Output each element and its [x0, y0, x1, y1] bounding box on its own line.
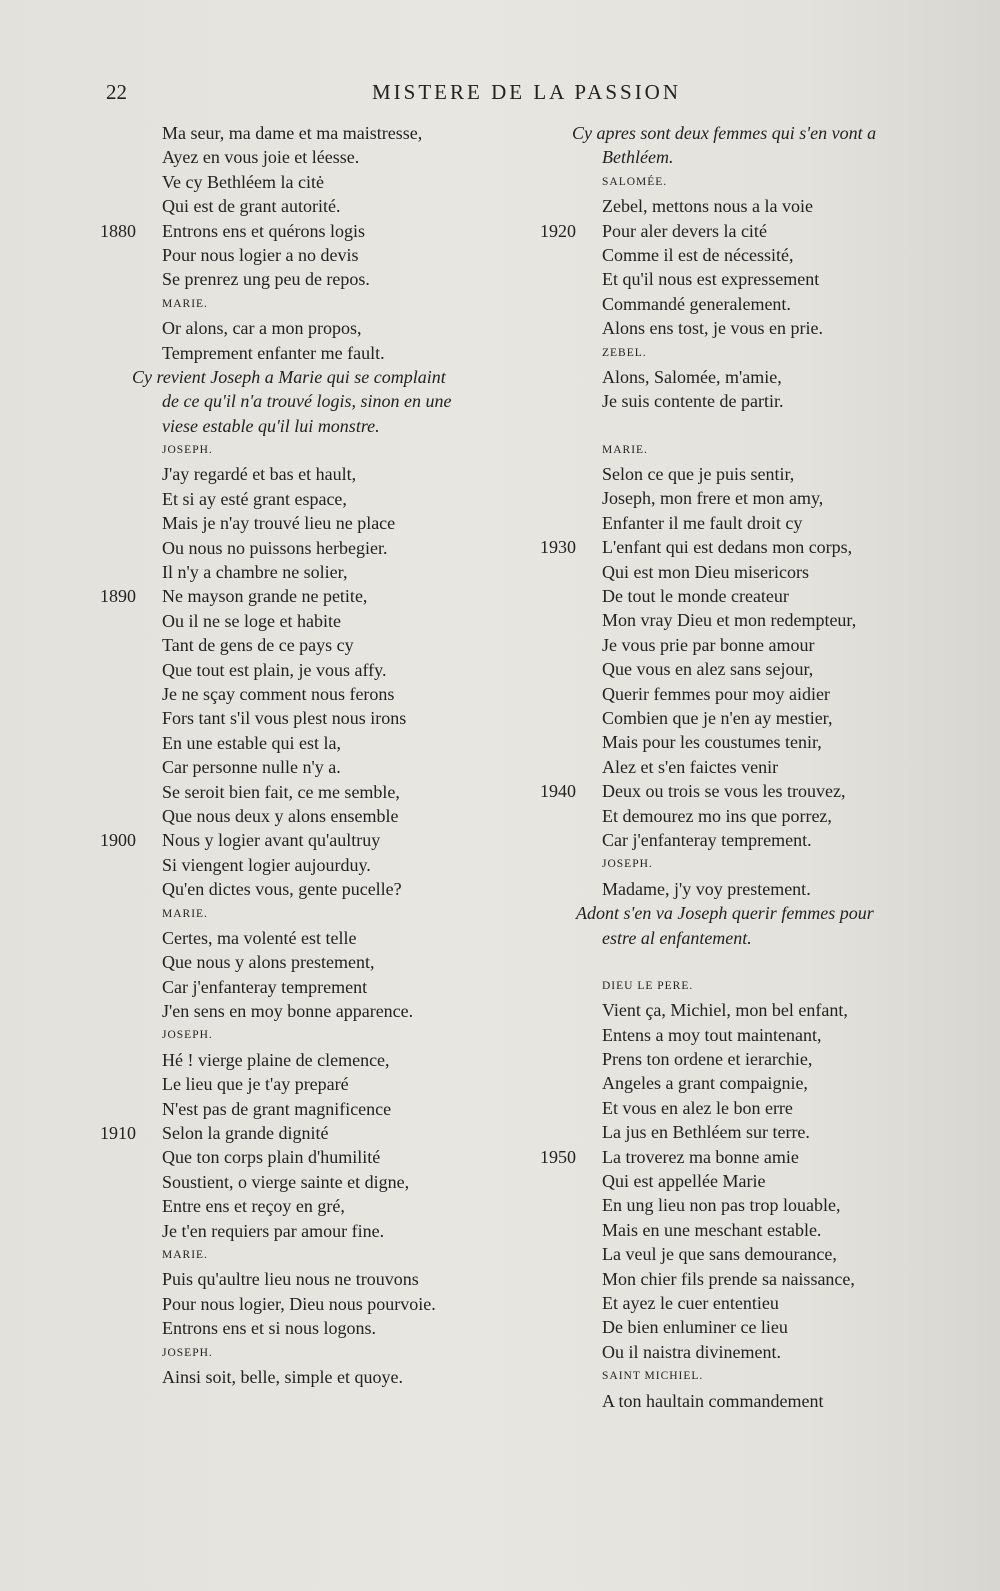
stanza-gap — [540, 414, 980, 438]
speaker-name-text: SALOMÉE. — [602, 175, 668, 188]
verse-line-text: Si viengent logier aujourduy. — [162, 854, 371, 875]
verse-line — [540, 1145, 980, 1169]
verse-line-text: N'est pas de grant magnificence — [162, 1098, 392, 1119]
verse-line-text: Combien que je n'en ay mestier, — [602, 707, 833, 728]
stage-direction — [100, 389, 540, 413]
stage-direction — [540, 145, 980, 169]
line-number: 1950 — [540, 1146, 576, 1167]
verse-line-text: J'ay regardé et bas et hault, — [162, 464, 357, 485]
stanza-gap — [540, 950, 980, 974]
speaker-name — [540, 974, 980, 998]
stage-direction — [100, 365, 540, 389]
verse-line — [540, 511, 980, 535]
verse-line — [100, 194, 540, 218]
line-number: 1890 — [100, 586, 136, 607]
verse-line-text: Puis qu'aultre lieu nous ne trouvons — [162, 1269, 419, 1290]
verse-line — [540, 1169, 980, 1193]
left-text-column — [100, 121, 540, 1389]
speaker-name — [100, 438, 540, 462]
verse-line-text: Fors tant s'il vous plest nous irons — [162, 708, 407, 729]
verse-line-text: Ou nous no puissons herbegier. — [162, 537, 388, 558]
verse-line — [100, 1072, 540, 1096]
verse-line — [100, 950, 540, 974]
verse-line — [100, 755, 540, 779]
verse-line — [540, 486, 980, 510]
verse-line-text: Tant de gens de ce pays cy — [162, 635, 354, 656]
verse-line-text: Car personne nulle n'y a. — [162, 757, 341, 778]
verse-line-text: Ayez en vous joie et léesse. — [162, 147, 360, 168]
verse-line-text: Ne mayson grande ne petite, — [162, 586, 368, 607]
verse-line-text: Zebel, mettons nous a la voie — [602, 196, 813, 217]
verse-line — [540, 560, 980, 584]
verse-line — [100, 633, 540, 657]
line-number: 1900 — [100, 830, 136, 851]
verse-line-text: Ma seur, ma dame et ma maistresse, — [162, 123, 423, 143]
verse-line — [100, 243, 540, 267]
verse-line-text: Je suis contente de partir. — [602, 391, 784, 412]
verse-line — [540, 730, 980, 754]
stage-direction — [540, 926, 980, 950]
verse-line — [540, 1096, 980, 1120]
verse-line — [540, 462, 980, 486]
verse-line — [100, 658, 540, 682]
verse-line — [540, 608, 980, 632]
verse-line — [540, 682, 980, 706]
verse-line — [100, 853, 540, 877]
verse-line-text: Selon la grande dignité — [162, 1123, 329, 1144]
verse-line-text: Enfanter il me fault droit cy — [602, 512, 803, 533]
verse-line-text: Qui est appellée Marie — [602, 1171, 766, 1192]
verse-line-text: Il n'y a chambre ne solier, — [162, 562, 348, 583]
speaker-name-text: JOSEPH. — [162, 444, 213, 457]
running-title: MISTERE DE LA PASSION — [372, 80, 682, 104]
verse-line-text: Querir femmes pour moy aidier — [602, 683, 830, 704]
verse-line-text: Je ne sçay comment nous ferons — [162, 683, 395, 704]
verse-line — [100, 1097, 540, 1121]
verse-line — [100, 511, 540, 535]
verse-line — [100, 731, 540, 755]
verse-line — [100, 706, 540, 730]
verse-line-text: La veul je que sans demourance, — [602, 1244, 837, 1265]
verse-line-text: Certes, ma volenté est telle — [162, 927, 357, 948]
speaker-name-text: JOSEPH. — [602, 858, 653, 871]
verse-line — [100, 121, 540, 145]
speaker-name — [540, 438, 980, 462]
verse-line — [100, 316, 540, 340]
verse-line-text: Alez et s'en faictes venir — [602, 756, 779, 777]
verse-line-text: Ainsi soit, belle, simple et quoye. — [162, 1366, 403, 1387]
speaker-name-text: SAINT MICHIEL. — [602, 1370, 704, 1383]
verse-line-text: Et ayez le cuer ententieu — [602, 1292, 779, 1313]
verse-line — [540, 828, 980, 852]
verse-line — [100, 828, 540, 852]
verse-line-text: Commandé generalement. — [602, 293, 791, 314]
verse-line — [100, 609, 540, 633]
line-number: 1910 — [100, 1123, 136, 1144]
verse-line-text: Alons, Salomée, m'amie, — [602, 366, 782, 387]
verse-line — [100, 341, 540, 365]
verse-line — [100, 462, 540, 486]
verse-line — [100, 682, 540, 706]
right-text-column — [540, 121, 980, 1413]
verse-line — [100, 877, 540, 901]
verse-line-text: Et demourez mo ins que porrez, — [602, 805, 832, 826]
verse-line — [100, 1292, 540, 1316]
verse-line — [100, 145, 540, 169]
verse-line — [100, 1121, 540, 1145]
stage-direction-text: de ce qu'il n'a trouvé logis, sinon en une — [162, 391, 452, 412]
verse-line-text: Je t'en requiers par amour fine. — [162, 1220, 385, 1241]
speaker-name — [540, 170, 980, 194]
verse-line-text: Entre ens et reçoy en gré, — [162, 1196, 345, 1217]
verse-line — [100, 1170, 540, 1194]
verse-line — [100, 584, 540, 608]
speaker-name — [540, 852, 980, 876]
verse-line — [100, 1194, 540, 1218]
verse-line — [100, 1048, 540, 1072]
verse-line — [540, 243, 980, 267]
verse-line-text: Pour nous logier a no devis — [162, 244, 359, 265]
speaker-name-text: MARIE. — [602, 443, 648, 456]
verse-line-text: Ou il ne se loge et habite — [162, 610, 341, 631]
verse-line — [540, 1389, 980, 1413]
verse-line — [540, 584, 980, 608]
verse-line — [540, 1023, 980, 1047]
verse-line — [100, 975, 540, 999]
speaker-name — [100, 292, 540, 316]
verse-line-text: Que vous en alez sans sejour, — [602, 659, 814, 680]
speaker-name-text: MARIE. — [162, 907, 208, 920]
stage-direction-text: Bethléem. — [602, 147, 674, 168]
verse-line-text: De tout le monde createur — [602, 586, 789, 607]
verse-line — [100, 560, 540, 584]
verse-line-text: Ou il naistra divinement. — [602, 1341, 781, 1362]
verse-line — [540, 1218, 980, 1242]
verse-line-text: Et vous en alez le bon erre — [602, 1097, 793, 1118]
speaker-name — [540, 1364, 980, 1388]
verse-line — [100, 170, 540, 194]
verse-line-text: Entens a moy tout maintenant, — [602, 1024, 822, 1045]
verse-line-text: J'en sens en moy bonne apparence. — [162, 1001, 414, 1022]
speaker-name-text: JOSEPH. — [162, 1346, 213, 1359]
verse-line — [540, 316, 980, 340]
verse-line-text: Car j'enfanteray temprement. — [602, 829, 812, 850]
verse-line — [100, 926, 540, 950]
verse-line-text: Temprement enfanter me fault. — [162, 342, 385, 363]
verse-line — [540, 365, 980, 389]
verse-line — [540, 1047, 980, 1071]
stage-direction — [540, 121, 980, 145]
page-header — [0, 80, 1000, 110]
verse-line — [100, 267, 540, 291]
speaker-name — [100, 902, 540, 926]
verse-line-text: La jus en Bethléem sur terre. — [602, 1122, 810, 1143]
verse-line-text: Or alons, car a mon propos, — [162, 318, 362, 339]
verse-line-text: Qu'en dictes vous, gente pucelle? — [162, 879, 402, 900]
verse-line-text: Nous y logier avant qu'aultruy — [162, 830, 381, 851]
verse-line — [100, 219, 540, 243]
verse-line — [540, 1291, 980, 1315]
verse-line — [540, 755, 980, 779]
verse-line-text: Madame, j'y voy prestement. — [602, 878, 811, 899]
verse-line-text: Car j'enfanteray temprement — [162, 976, 368, 997]
speaker-name-text: JOSEPH. — [162, 1029, 213, 1042]
verse-line-text: Qui est mon Dieu misericors — [602, 561, 809, 582]
line-number: 1880 — [100, 220, 136, 241]
speaker-name-text: MARIE. — [162, 297, 208, 310]
verse-line-text: Mais je n'ay trouvé lieu ne place — [162, 513, 396, 534]
verse-line-text: En une estable qui est la, — [162, 732, 341, 753]
verse-line-text: Joseph, mon frere et mon amy, — [602, 488, 824, 509]
stage-direction — [100, 414, 540, 438]
verse-line-text: L'enfant qui est dedans mon corps, — [602, 537, 853, 558]
verse-line-text: Que ton corps plain d'humilité — [162, 1147, 381, 1168]
speaker-name — [100, 1341, 540, 1365]
stage-direction-text: Adont s'en va Joseph querir femmes pour — [576, 903, 874, 924]
verse-line — [540, 389, 980, 413]
verse-line-text: Ve cy Bethléem la citė — [162, 171, 324, 192]
line-number: 1920 — [540, 220, 576, 241]
verse-line — [100, 1145, 540, 1169]
stage-direction-text: estre al enfantement. — [602, 927, 752, 948]
verse-line-text: Se seroit bien fait, ce me semble, — [162, 781, 400, 802]
verse-line — [540, 1071, 980, 1095]
verse-line — [540, 633, 980, 657]
verse-line — [100, 487, 540, 511]
verse-line — [100, 1365, 540, 1389]
verse-line — [540, 804, 980, 828]
verse-line — [540, 877, 980, 901]
verse-line — [540, 1267, 980, 1291]
verse-line-text: Le lieu que je t'ay preparé — [162, 1074, 349, 1095]
verse-line — [540, 657, 980, 681]
verse-line-text: Que tout est plain, je vous affy. — [162, 659, 387, 680]
page-number: 22 — [106, 80, 127, 104]
verse-line-text: A ton haultain commandement — [602, 1390, 824, 1411]
verse-line-text: Hé ! vierge plaine de clemence, — [162, 1049, 390, 1070]
verse-line — [540, 292, 980, 316]
speaker-name-text: DIEU LE PERE. — [602, 979, 694, 992]
verse-line-text: Entrons ens et quérons logis — [162, 220, 365, 241]
stage-direction-text: Cy apres sont deux femmes qui s'en vont a — [572, 123, 877, 143]
verse-line — [100, 804, 540, 828]
verse-line-text: Mais en une meschant estable. — [602, 1219, 822, 1240]
verse-line-text: Mon vray Dieu et mon redempteur, — [602, 610, 857, 631]
verse-line-text: Que nous deux y alons ensemble — [162, 805, 399, 826]
verse-line — [100, 1219, 540, 1243]
verse-line — [540, 779, 980, 803]
verse-line-text: Et qu'il nous est expressement — [602, 269, 820, 290]
stage-direction-text: Cy revient Joseph a Marie qui se complaint — [132, 366, 446, 387]
verse-line-text: Qui est de grant autorité. — [162, 196, 341, 217]
stage-direction-text: viese estable qu'il lui monstre. — [162, 415, 380, 436]
verse-line — [100, 1316, 540, 1340]
line-number: 1940 — [540, 781, 576, 802]
line-number: 1930 — [540, 537, 576, 558]
speaker-name-text: ZEBEL. — [602, 346, 647, 359]
verse-line — [100, 780, 540, 804]
verse-line-text: Se prenrez ung peu de repos. — [162, 269, 370, 290]
verse-line-text: Que nous y alons prestement, — [162, 952, 375, 973]
verse-line-text: La troverez ma bonne amie — [602, 1146, 799, 1167]
verse-line-text: Pour aler devers la cité — [602, 220, 767, 241]
verse-line — [540, 1315, 980, 1339]
verse-line — [540, 998, 980, 1022]
verse-line-text: Je vous prie par bonne amour — [602, 634, 815, 655]
verse-line — [540, 194, 980, 218]
verse-line — [540, 219, 980, 243]
verse-line — [540, 706, 980, 730]
verse-line-text: Et si ay esté grant espace, — [162, 488, 347, 509]
speaker-name — [100, 1243, 540, 1267]
verse-line-text: De bien enluminer ce lieu — [602, 1317, 788, 1338]
verse-line-text: Alons ens tost, je vous en prie. — [602, 318, 823, 339]
verse-line-text: Deux ou trois se vous les trouvez, — [602, 781, 846, 802]
verse-line — [540, 1242, 980, 1266]
verse-line — [540, 1120, 980, 1144]
verse-line — [100, 999, 540, 1023]
verse-line-text: Mais pour les coustumes tenir, — [602, 732, 822, 753]
speaker-name-text: MARIE. — [162, 1248, 208, 1261]
verse-line-text: Selon ce que je puis sentir, — [602, 464, 795, 485]
verse-line-text: Mon chier fils prende sa naissance, — [602, 1268, 855, 1289]
verse-line — [540, 535, 980, 559]
verse-line — [540, 267, 980, 291]
verse-line-text: En ung lieu non pas trop louable, — [602, 1195, 841, 1216]
verse-line-text: Prens ton ordene et ierarchie, — [602, 1049, 813, 1070]
speaker-name — [540, 341, 980, 365]
verse-line — [540, 1340, 980, 1364]
verse-line-text: Comme il est de nécessité, — [602, 244, 794, 265]
verse-line-text: Angeles a grant compaignie, — [602, 1073, 808, 1094]
verse-line — [100, 1267, 540, 1291]
speaker-name — [100, 1023, 540, 1047]
verse-line — [100, 536, 540, 560]
verse-line-text: Vient ça, Michiel, mon bel enfant, — [602, 1000, 848, 1021]
verse-line-text: Entrons ens et si nous logons. — [162, 1318, 376, 1339]
verse-line — [540, 1193, 980, 1217]
verse-line-text: Soustient, o vierge sainte et digne, — [162, 1171, 410, 1192]
stage-direction — [540, 901, 980, 925]
verse-line-text: Pour nous logier, Dieu nous pourvoie. — [162, 1293, 436, 1314]
